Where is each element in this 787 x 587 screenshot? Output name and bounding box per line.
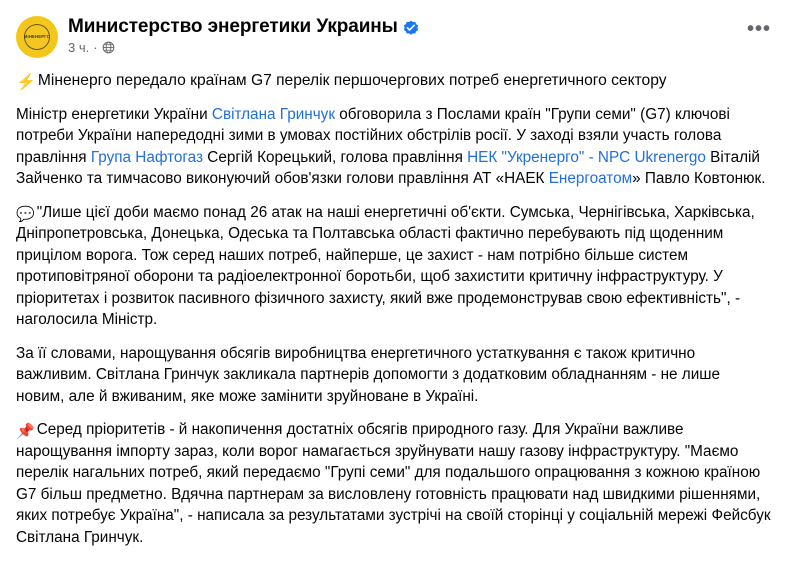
post-header-text bbox=[68, 14, 419, 55]
seg-text-2: обговорила з Послами країн "Групи семи" (G7) ключові потреби України напередодні зими в умовах постійних обстрілів росії. У заході взяли участь голова правління bbox=[16, 105, 730, 166]
post-paragraph-5 bbox=[16, 419, 771, 548]
avatar-label: МІНЕНЕРГО bbox=[23, 33, 51, 39]
more-options-icon[interactable]: ••• bbox=[746, 18, 771, 40]
seg-text-4: Віталій Зайченко та тимчасово виконуючий обов'язки голови правління АТ «НАЕК bbox=[16, 148, 760, 187]
post-paragraph-1 bbox=[16, 70, 771, 92]
meta-separator: · bbox=[93, 40, 98, 55]
globe-icon[interactable] bbox=[102, 41, 115, 54]
post-paragraph-5-text: Серед пріоритетів - й накопичення достатніх обсягів природного газу. Для України важливе нарощування імпорту зараз, коли ворог намагається зруйнувати нашу газову інфраструктуру. "Маємо перелік нагальних потреб, який передаємо "Групі семи" для подальшого опрацювання з кожною країною G7 більш предметно. Вдячна партнерам за висловлену готовність працювати над швидкими рішеннями, яких потребує Україна", - написала за результатами зустрічі на своїй сторінці у соціальній мережі Фейсбук Світлана Гринчук. bbox=[16, 421, 771, 546]
lightning-bolt-emoji: ⚡ bbox=[16, 74, 36, 91]
post-paragraph-2 bbox=[16, 104, 771, 190]
link-energoatom[interactable]: Енергоатом bbox=[548, 170, 633, 187]
post-meta bbox=[68, 40, 419, 55]
post-paragraph-1-text: Міненерго передало країнам G7 перелік першочергових потреб енергетичного сектору bbox=[37, 72, 667, 89]
pushpin-emoji: 📌 bbox=[16, 423, 35, 440]
page-name-row bbox=[68, 16, 419, 38]
post-header bbox=[16, 10, 771, 64]
post-paragraph-4-text: За її словами, нарощування обсягів виробництва енергетичного устаткування є також критично важливим. Світлана Гринчук закликала партнерів допомогти з додатковим обладнанням - не лише новим, але й вживаним, яке може замінити зруйноване в Україні. bbox=[16, 344, 721, 405]
avatar-image bbox=[20, 20, 54, 54]
verified-badge-icon bbox=[403, 20, 419, 36]
post-timestamp[interactable]: 3 ч. bbox=[68, 40, 90, 55]
avatar-emblem bbox=[24, 24, 50, 50]
avatar[interactable] bbox=[16, 16, 58, 58]
seg-text-1: Міністр енергетики України bbox=[16, 105, 212, 123]
post-body bbox=[16, 64, 771, 548]
link-svitlana-hrynchuk[interactable]: Світлана Гринчук bbox=[211, 105, 336, 123]
post-paragraph-3-text: "Лише цієї доби маємо понад 26 атак на наші енергетичні об'єкти. Сумська, Чернігівська, Харківська, Дніпропетровська, Донецька, Одеська та Полтавська області фактично перебувають під щоденним прицілом ворога. Тож серед наших потреб, найперше, це захист - нам потрібно більше систем протиповітряної оборони та радіоелектронної боротьби, щоб захистити критичну інфраструктуру. У пріоритетах і розвиток пасивного фізичного захисту, який вже продемонстрував свою ефективність", - наголосила Міністр. bbox=[16, 203, 755, 328]
speech-balloon-emoji: 💬 bbox=[16, 205, 35, 223]
page-name[interactable]: Министерство энергетики Украины bbox=[68, 16, 398, 37]
seg-text-3: Сергій Корецький, голова правління bbox=[203, 148, 468, 166]
post-paragraph-4 bbox=[16, 343, 771, 408]
seg-text-5: » Павло Ковтонюк. bbox=[632, 170, 766, 187]
post-paragraph-3 bbox=[16, 202, 771, 331]
link-ukrenergo[interactable]: НЕК "Укренерго" - NPC Ukrenergo bbox=[467, 148, 706, 166]
link-naftogaz-group[interactable]: Група Нафтогаз bbox=[90, 148, 204, 166]
